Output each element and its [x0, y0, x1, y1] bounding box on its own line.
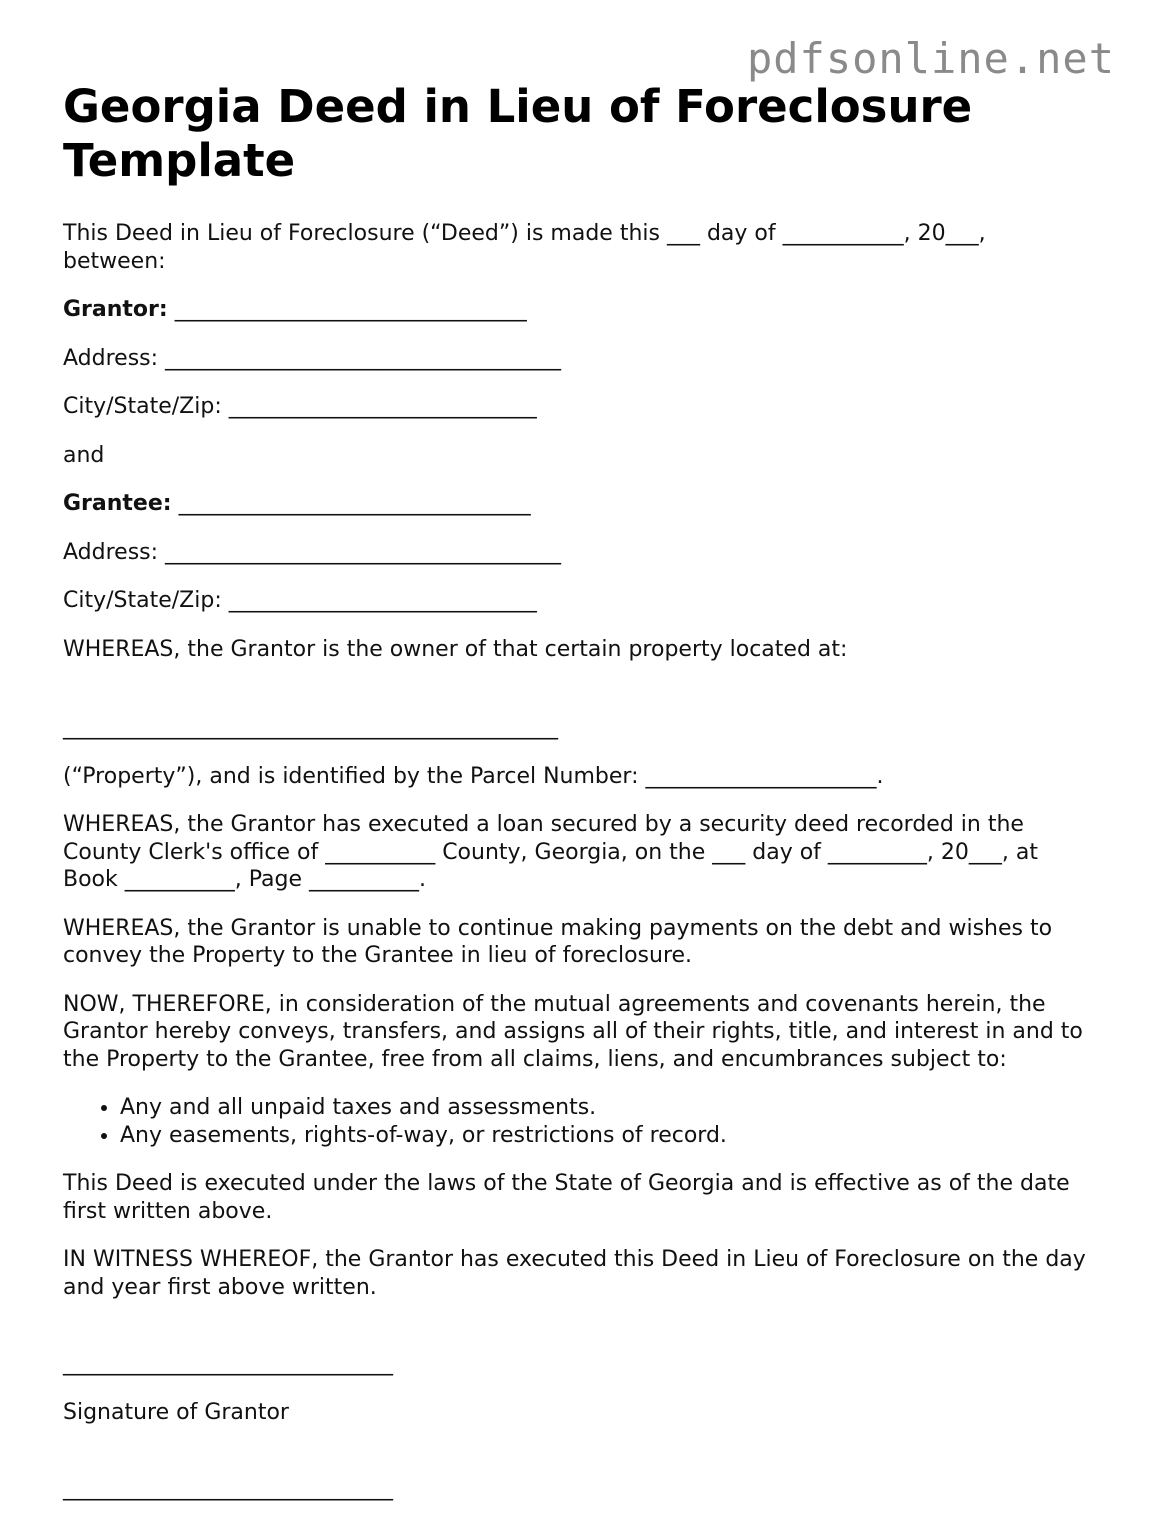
property-address-blank: _____________________________________________ [63, 715, 558, 740]
and-text: and [63, 442, 105, 468]
parcel-number-paragraph: (“Property”), and is identified by the Parcel Number: _____________________. [63, 763, 884, 789]
grantor-line [63, 296, 1093, 324]
grantee-label: Grantee: [63, 491, 172, 516]
subject-to-list [63, 1094, 1093, 1149]
intro-paragraph: This Deed in Lieu of Foreclosure (“Deed”) is made this ___ day of ___________, 20___, between: [63, 221, 986, 274]
grantee-blank: ________________________________ [171, 491, 531, 516]
list-item: • Any easements, rights-of-way, or restrictions of record. [120, 1122, 1093, 1150]
grantee-address-line: Address: ____________________________________ [63, 539, 562, 565]
executed-law-paragraph: This Deed is executed under the laws of the State of Georgia and is effective as of the date first written above. [63, 1171, 1070, 1224]
whereas-payments-paragraph: WHEREAS, the Grantor is unable to continue making payments on the debt and wishes to convey the Property to the Grantee in lieu of foreclosure. [63, 915, 1053, 968]
grantor-label: Grantor: [63, 297, 168, 322]
signature-label: Signature of Grantor [63, 1399, 289, 1425]
grantor-blank: ________________________________ [167, 297, 527, 322]
watermark-logo: pdfsonline.net [746, 34, 1115, 83]
grantee-line [63, 490, 1093, 518]
now-therefore-paragraph: NOW, THEREFORE, in consideration of the mutual agreements and covenants herein, the Grantor hereby conveys, transfers, and assigns all of their rights, title, and interest in and to the Property to the Grantee, free from all claims, liens, and encumbrances subject to: [63, 991, 1083, 1072]
second-signature-line: ______________________________ [63, 1476, 393, 1501]
document-page [63, 80, 1093, 1524]
whereas-property-paragraph: WHEREAS, the Grantor is the owner of that certain property located at: [63, 636, 848, 662]
witness-paragraph: IN WITNESS WHEREOF, the Grantor has executed this Deed in Lieu of Foreclosure on the day and year first above written. [63, 1247, 1086, 1300]
document-title: Georgia Deed in Lieu of Foreclosure Template [63, 80, 973, 187]
list-item: • Any and all unpaid taxes and assessments. [120, 1094, 1093, 1122]
grantor-address-line: Address: ____________________________________ [63, 345, 562, 371]
grantee-city-line: City/State/Zip: ____________________________ [63, 588, 537, 613]
grantor-signature-line: ______________________________ [63, 1351, 393, 1376]
grantor-city-line: City/State/Zip: ____________________________ [63, 394, 537, 419]
whereas-loan-paragraph: WHEREAS, the Grantor has executed a loan secured by a security deed recorded in the County Clerk's office of __________ County, Georgia, on the ___ day of _________, 20___, at Book __________, Page __________. [63, 812, 1038, 892]
